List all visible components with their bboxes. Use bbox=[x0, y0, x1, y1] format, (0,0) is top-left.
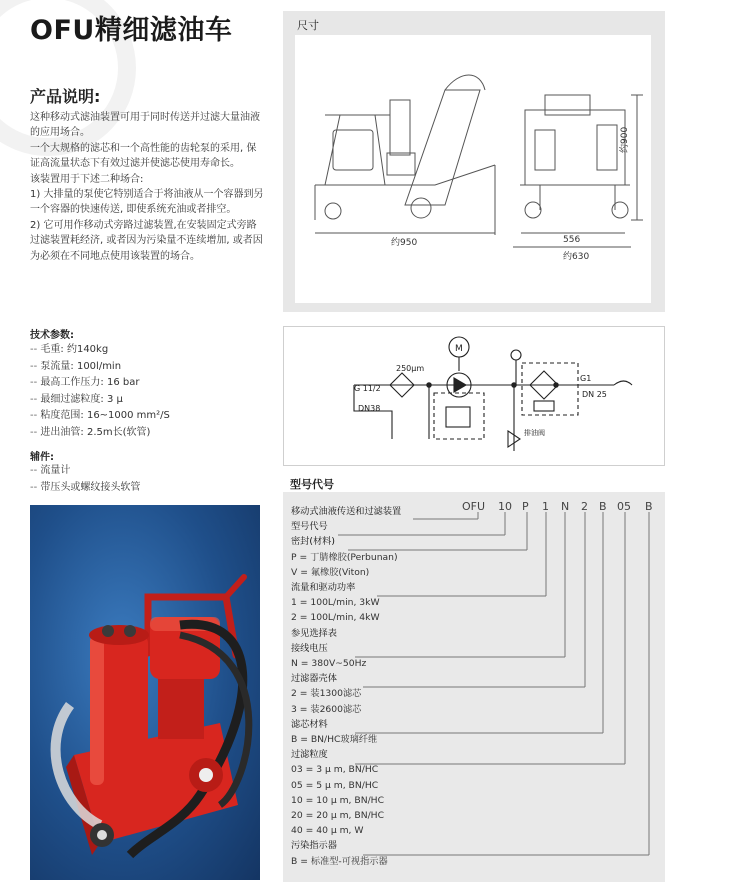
model-code-segment: 05 bbox=[617, 500, 631, 513]
description-paragraph: 这种移动式滤油装置可用于同时传送并过滤大量油液的应用场合。 bbox=[30, 112, 260, 139]
accessory-item: -- 流量计 bbox=[30, 463, 140, 480]
page-title: OFU精细滤油车 bbox=[30, 15, 233, 46]
product-description bbox=[30, 110, 265, 264]
model-code-line: 密封(材料) bbox=[291, 536, 335, 548]
model-code-segment: OFU bbox=[462, 500, 486, 513]
model-code-line: 2 = 100L/min, 4kW bbox=[291, 612, 380, 624]
spec-item: -- 粘度范围: 16~1000 mm²/S bbox=[30, 408, 170, 425]
spec-item: -- 最高工作压力: 16 bar bbox=[30, 375, 170, 392]
model-code-segment: 1 bbox=[542, 500, 549, 513]
model-code-line: 03 = 3 μ m, BN/HC bbox=[291, 764, 379, 776]
dimensions-panel bbox=[283, 11, 665, 312]
spec-item: -- 泵流量: 100l/min bbox=[30, 359, 170, 376]
model-code-block bbox=[283, 492, 665, 882]
dim-width-inner: 556 bbox=[563, 235, 581, 245]
model-code-segment: B bbox=[645, 500, 653, 513]
model-code-line: 3 = 装2600滤芯 bbox=[291, 703, 362, 715]
spec-item: -- 进出油管: 2.5m长(软管) bbox=[30, 425, 170, 442]
model-code-line: B = 标准型-可视指示器 bbox=[291, 855, 388, 867]
spec-item: -- 最细过滤粒度: 3 μ bbox=[30, 392, 170, 409]
dimensions-drawing-area bbox=[295, 35, 651, 303]
model-code-line: 过滤器壳体 bbox=[291, 673, 337, 685]
accessory-item: -- 带压头或螺纹接头软管 bbox=[30, 480, 140, 497]
dim-length: 约950 bbox=[391, 238, 418, 248]
model-code-legend bbox=[291, 504, 401, 869]
specs-list bbox=[30, 342, 170, 441]
model-code-segment: 2 bbox=[581, 500, 588, 513]
description-paragraph: 该装置用于下述二种场合: bbox=[30, 173, 144, 185]
dimensions-label: 尺寸 bbox=[297, 19, 319, 32]
model-code-line: P = 丁腈橡胶(Perbunan) bbox=[291, 551, 398, 563]
model-code-line: 移动式油液传送和过滤装置 bbox=[291, 506, 402, 517]
model-code-line: 型号代号 bbox=[291, 521, 328, 533]
description-heading: 产品说明: bbox=[30, 87, 101, 106]
model-code-line: 20 = 20 μ m, BN/HC bbox=[291, 810, 384, 822]
schematic-motor-label: M bbox=[455, 344, 463, 354]
description-paragraph: 1) 大排量的泵使它特别适合于将油液从一个容器到另一个容器的快速传送, 即使系统充油或者排空。 bbox=[30, 189, 264, 216]
model-code-line: 参见选择表 bbox=[291, 627, 337, 639]
dim-width-outer: 约630 bbox=[563, 252, 590, 262]
model-code-line: B = BN/HC玻璃纤维 bbox=[291, 734, 378, 746]
model-code-line: 2 = 装1300滤芯 bbox=[291, 688, 362, 700]
model-code-segment: B bbox=[599, 500, 607, 513]
model-code-line: 过滤粒度 bbox=[291, 749, 328, 761]
model-code-line: V = 氟橡胶(Viton) bbox=[291, 566, 370, 578]
schematic-outlet-label: G1 bbox=[580, 374, 592, 383]
schematic-outlet-dn: DN 25 bbox=[582, 390, 607, 399]
model-code-line: 污染指示器 bbox=[291, 840, 337, 852]
model-code-line: 10 = 10 μ m, BN/HC bbox=[291, 794, 384, 806]
dim-height: 约900 bbox=[620, 126, 630, 153]
schematic-drain-label: 排油阀 bbox=[524, 429, 545, 437]
model-code-line: 接线电压 bbox=[291, 642, 328, 654]
description-paragraph: 一个大规格的滤芯和一个高性能的齿轮泵的采用, 保证高流量状态下有效过滤并使滤芯使用寿命长。 bbox=[30, 142, 257, 170]
model-code-segment: 10 bbox=[498, 500, 512, 513]
model-code-line: 滤芯材料 bbox=[291, 718, 328, 730]
model-code-segment: N bbox=[561, 500, 570, 513]
model-code-segment: P bbox=[522, 500, 529, 513]
filter-cart-illustration bbox=[30, 505, 260, 880]
description-paragraph: 2) 它可用作移动式旁路过滤装置,在安装固定式旁路过滤装置耗经济, 或者因为污染量不连续增加, 或者因为必须在不同地点使用该装置的场合。 bbox=[30, 219, 263, 262]
model-code-line: 1 = 100L/min, 3kW bbox=[291, 597, 380, 609]
schematic-inlet-dn: DN38 bbox=[358, 404, 381, 413]
model-code-line: 40 = 40 μ m, W bbox=[291, 825, 364, 837]
model-code-heading: 型号代号 bbox=[290, 478, 334, 491]
accessories-list bbox=[30, 463, 140, 496]
model-code-line: 05 = 5 μ m, BN/HC bbox=[291, 779, 379, 791]
product-photo bbox=[30, 505, 260, 880]
specs-heading: 技术参数: bbox=[30, 330, 74, 341]
schematic-drawing bbox=[284, 327, 664, 465]
dimension-drawing bbox=[295, 35, 651, 303]
accessories-heading: 辅件: bbox=[30, 452, 54, 463]
spec-item: -- 毛重: 约140kg bbox=[30, 342, 170, 359]
model-code-line: N = 380V~50Hz bbox=[291, 658, 367, 670]
model-code-line: 流量和驱动功率 bbox=[291, 582, 356, 594]
schematic-inlet-label: G 11/2 bbox=[354, 384, 381, 393]
schematic-filter-label: 250μm bbox=[396, 364, 425, 373]
hydraulic-schematic bbox=[283, 326, 665, 466]
